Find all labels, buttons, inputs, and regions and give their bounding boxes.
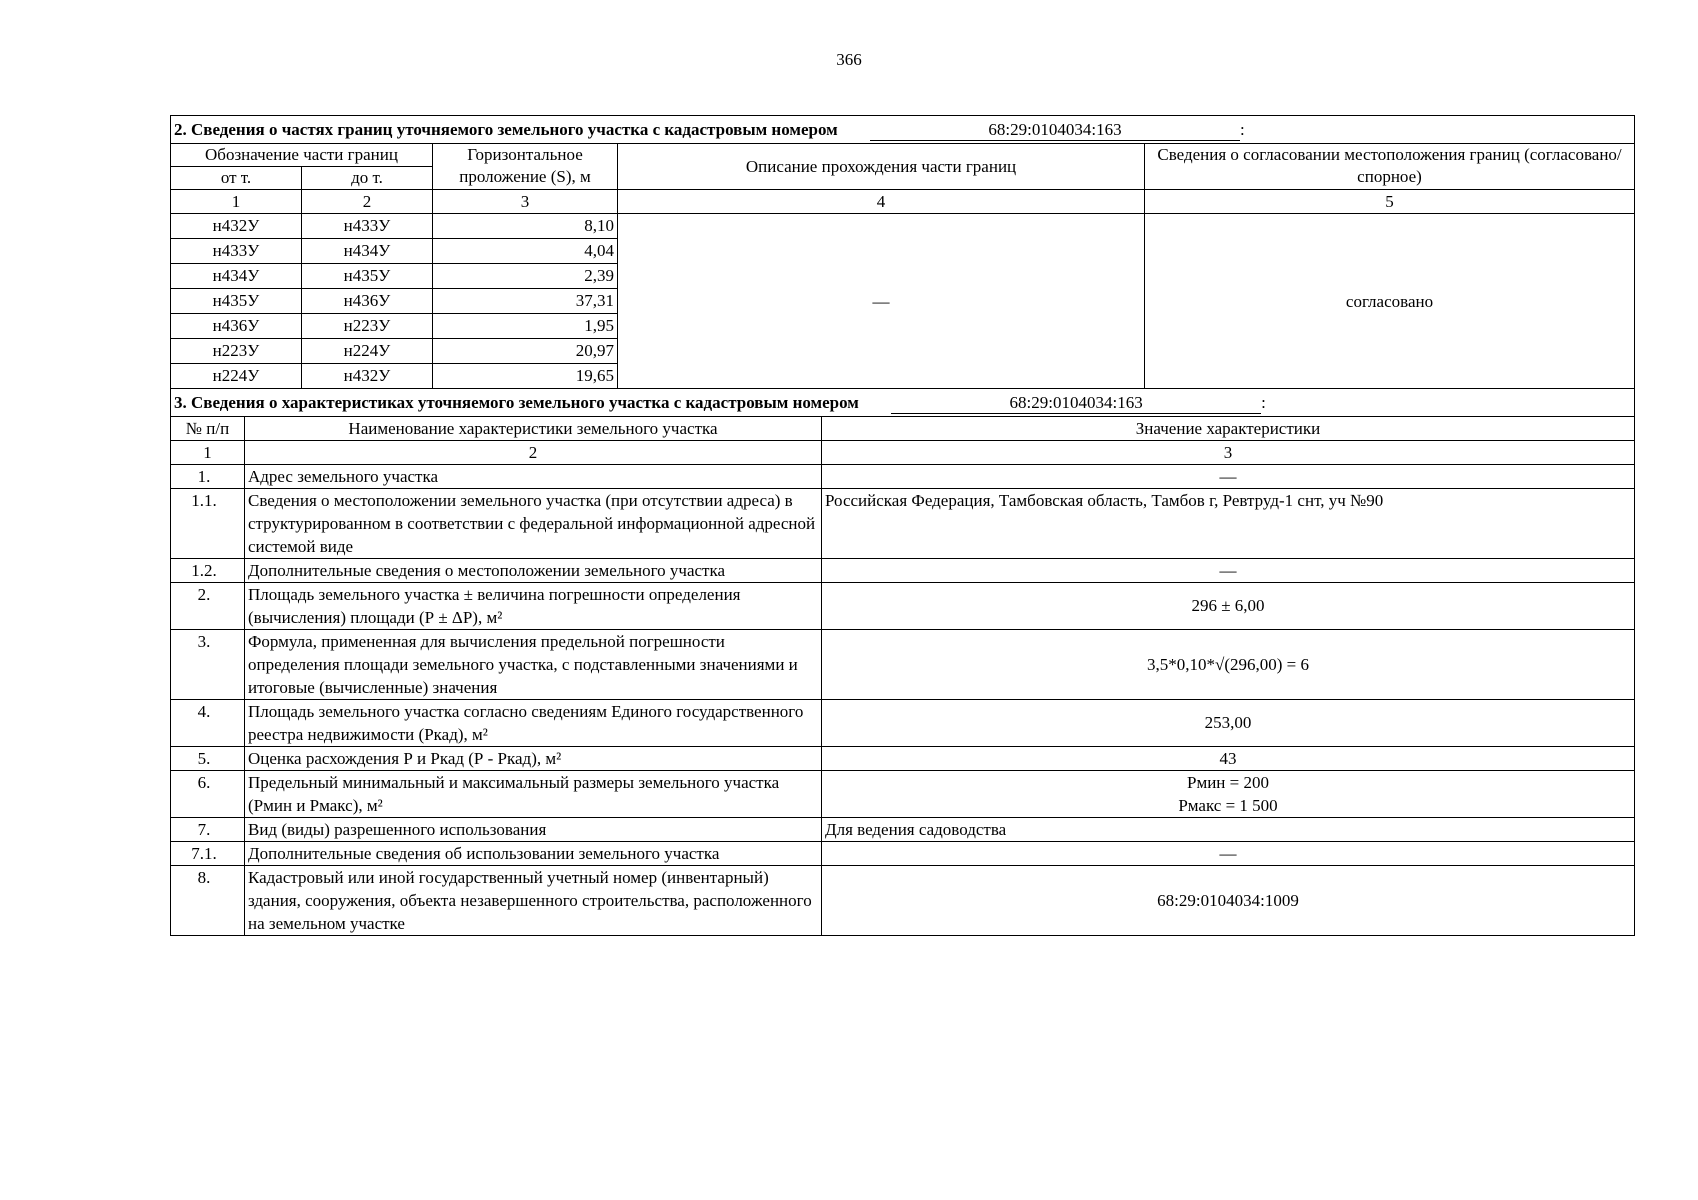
to-point: н432У	[302, 364, 433, 389]
horizontal-length: 1,95	[433, 314, 618, 339]
from-point: н432У	[171, 214, 302, 239]
col-number: 1	[171, 190, 302, 214]
row-number: 6.	[171, 770, 245, 817]
characteristic-value: —	[822, 558, 1635, 582]
agreement-header: Сведения о согласовании местоположения границ (согласовано/спорное)	[1145, 144, 1635, 190]
from-header: от т.	[171, 167, 302, 190]
horizontal-length: 19,65	[433, 364, 618, 389]
from-point: н433У	[171, 239, 302, 264]
table-row	[171, 699, 1635, 746]
characteristic-value: Для ведения садоводства	[822, 817, 1635, 841]
table-row	[171, 841, 1635, 865]
to-point: н224У	[302, 339, 433, 364]
col-number: 3	[433, 190, 618, 214]
row-number: 1.2.	[171, 558, 245, 582]
section2-colon: :	[1240, 120, 1245, 139]
characteristic-value: —	[822, 464, 1635, 488]
section2-title-cell	[171, 116, 1635, 144]
section2-title: 2. Сведения о частях границ уточняемого земельного участка с кадастровым номером	[174, 120, 838, 139]
col-number: 2	[302, 190, 433, 214]
value-header: Значение характеристики	[822, 416, 1635, 440]
horizontal-length: 37,31	[433, 289, 618, 314]
characteristic-name: Кадастровый или иной государственный учетный номер (инвентарный) здания, сооружения, объекта незавершенного строительства, расположенного на земельном участке	[245, 865, 822, 935]
table-row	[171, 214, 1635, 239]
num-header: № п/п	[171, 416, 245, 440]
row-number: 1.	[171, 464, 245, 488]
min-area-value: Рмин = 200	[1187, 772, 1269, 792]
from-point: н436У	[171, 314, 302, 339]
horizontal-length: 8,10	[433, 214, 618, 239]
from-point: н223У	[171, 339, 302, 364]
characteristic-name: Дополнительные сведения о местоположении земельного участка	[245, 558, 822, 582]
characteristic-value-cell	[822, 770, 1635, 817]
to-point: н435У	[302, 264, 433, 289]
table-row	[171, 817, 1635, 841]
table-row	[171, 464, 1635, 488]
characteristic-name: Дополнительные сведения об использовании земельного участка	[245, 841, 822, 865]
col-number: 4	[618, 190, 1145, 214]
horizontal-length: 4,04	[433, 239, 618, 264]
name-header: Наименование характеристики земельного участка	[245, 416, 822, 440]
table-row	[171, 488, 1635, 558]
table-row	[171, 865, 1635, 935]
horizontal-header: Горизонтальное проложение (S), м	[433, 144, 618, 190]
table-row	[171, 629, 1635, 699]
to-header: до т.	[302, 167, 433, 190]
characteristic-value: 68:29:0104034:1009	[822, 865, 1635, 935]
characteristic-value: Российская Федерация, Тамбовская область, Тамбов г, Ревтруд-1 снт, уч №90	[822, 488, 1635, 558]
horizontal-length: 2,39	[433, 264, 618, 289]
section3-title: 3. Сведения о характеристиках уточняемого земельного участка с кадастровым номером	[174, 392, 859, 412]
table-row	[171, 746, 1635, 770]
table-row	[171, 582, 1635, 629]
characteristic-value: 3,5*0,10*√(296,00) = 6	[822, 629, 1635, 699]
row-number: 7.	[171, 817, 245, 841]
characteristics-table	[170, 388, 1635, 936]
document-body	[170, 115, 1634, 936]
col-number: 1	[171, 440, 245, 464]
row-number: 1.1.	[171, 488, 245, 558]
to-point: н434У	[302, 239, 433, 264]
row-number: 2.	[171, 582, 245, 629]
from-point: н434У	[171, 264, 302, 289]
col-number: 3	[822, 440, 1635, 464]
characteristic-name: Предельный минимальный и максимальный размеры земельного участка (Рмин и Рмакс), м²	[245, 770, 822, 817]
from-point: н224У	[171, 364, 302, 389]
to-point: н436У	[302, 289, 433, 314]
characteristic-value: —	[822, 841, 1635, 865]
description-header: Описание прохождения части границ	[618, 144, 1145, 190]
to-point: н223У	[302, 314, 433, 339]
row-number: 5.	[171, 746, 245, 770]
col-number: 5	[1145, 190, 1635, 214]
characteristic-name: Площадь земельного участка ± величина погрешности определения (вычисления) площади (Р ± ΔР), м²	[245, 582, 822, 629]
row-number: 4.	[171, 699, 245, 746]
characteristic-name: Оценка расхождения Р и Ркад (Р - Ркад), м²	[245, 746, 822, 770]
max-area-value: Рмакс = 1 500	[1178, 795, 1278, 815]
agreement-value: согласовано	[1145, 214, 1635, 389]
characteristic-value: 296 ± 6,00	[822, 582, 1635, 629]
characteristic-name: Сведения о местоположении земельного участка (при отсутствии адреса) в структурированном в соответствии с федеральной информационной адресной системой виде	[245, 488, 822, 558]
page-number: 366	[836, 50, 862, 69]
from-point: н435У	[171, 289, 302, 314]
boundary-parts-table	[170, 115, 1635, 389]
characteristic-name: Адрес земельного участка	[245, 464, 822, 488]
row-number: 3.	[171, 629, 245, 699]
section3-colon: :	[1261, 392, 1266, 412]
to-point: н433У	[302, 214, 433, 239]
section3-title-cell	[171, 388, 1635, 416]
designation-header: Обозначение части границ	[171, 144, 433, 167]
characteristic-value: 253,00	[822, 699, 1635, 746]
characteristic-name: Площадь земельного участка согласно сведениям Единого государственного реестра недвижимости (Ркад), м²	[245, 699, 822, 746]
section3-cadastral-number: 68:29:0104034:163	[891, 393, 1261, 414]
characteristic-value: 43	[822, 746, 1635, 770]
table-row	[171, 558, 1635, 582]
section2-cadastral-number: 68:29:0104034:163	[870, 120, 1240, 141]
characteristic-name: Вид (виды) разрешенного использования	[245, 817, 822, 841]
table-row	[171, 770, 1635, 817]
description-value: —	[618, 214, 1145, 389]
horizontal-length: 20,97	[433, 339, 618, 364]
col-number: 2	[245, 440, 822, 464]
row-number: 7.1.	[171, 841, 245, 865]
characteristic-name: Формула, примененная для вычисления предельной погрешности определения площади земельного участка, с подставленными значениями и итоговые (вычисленные) значения	[245, 629, 822, 699]
row-number: 8.	[171, 865, 245, 935]
